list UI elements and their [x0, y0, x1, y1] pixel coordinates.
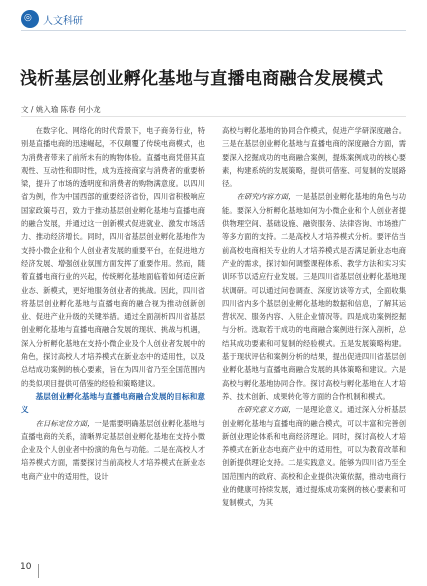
paragraph: [21, 417, 205, 483]
paragraph-keyword: 在研究意义方面，: [236, 405, 296, 415]
left-column: [21, 124, 205, 483]
paragraph-text: 一是理论意义。通过深入分析基层创业孵化基地与直播电商的融合模式，可以丰富和完善创新创业理论体系和电商经济理论。同时，探讨高校人才培养模式在新业态电商产业中的适用性，可以为教育改革和创新提供理论支持。二是实践意义。能够为四川省乃至全国范围内的政府、高校和企业提供决策依据，推动电商行业的健康可持续发展，通过提炼成功案例的核心要素和可复制模式，为其: [222, 405, 407, 508]
byline-divider: [21, 116, 406, 117]
journal-logo-icon: ◎: [21, 10, 39, 28]
paragraph-text: 一是需要明确基层创业孵化基地与直播电商的关系，清晰界定基层创业孵化基地在支持小微企业及个人创业者中扮演的角色与功能。二是在高校人才培养模式方面，需要探讨当前高校人才培养模式在新业态电商产业中的适用性，设计: [21, 418, 206, 481]
article-title: 浅析基层创业孵化基地与直播电商融合发展模式: [20, 69, 384, 89]
header-divider: [21, 30, 406, 31]
section-heading: 基层创业孵化基地与直播电商融合发展的目标和意义: [21, 391, 205, 415]
right-column: [222, 124, 406, 510]
header: [21, 8, 171, 32]
page-number: 10: [20, 562, 32, 572]
paragraph-keyword: 在目标定位方面，: [35, 418, 95, 428]
article-byline: 文 / 姚入瑜 陈春 何小龙: [21, 105, 101, 114]
paragraph: 在数字化、网络化的时代背景下，电子商务行业，特别是直播电商的迅速崛起，不仅颠覆了传统电商模式，也为消费者带来了前所未有的购物体验。直播电商凭借其直观性、互动性和即时性，成为连接商家与消费者的重要桥梁，提升了市场的透明度和消费者的购物满意度。以四川省为例，作为中国西部的重要经济省份，四川省积极响应国家政策号召，致力于推动基层创业孵化基地与直播电商的融合发展，并通过这一创新模式促进就业、激发市场活力、推动经济增长。同时，四川省基层创业孵化基地作为支持小微企业和个人创业者发展的重要平台，在促进地方经济发展、增强创业氛围方面发挥了重要作用。然而，随着直播电商行业的兴起，传统孵化基地面临着如何适应新业态、新模式，更好地服务创业者的挑战。因此，四川省将基层创业孵化基地与直播电商的融合视为推动创新创业、促进产业升级的关键举措。通过全面剖析四川省基层创业孵化基地与直播电商融合发展的现状、挑战与机遇，深入分析孵化基地在支持小微企业及个人创业者发展中的角色，探讨高校人才培养模式在新业态中的适用性，以及总结成功案例的核心要素，旨在为四川省乃至全国范围内的类似项目提供可借鉴的经验和策略建议。: [21, 126, 205, 388]
paragraph: [222, 403, 406, 509]
paragraph: 高校与孵化基地的协同合作模式，促进产学研深度融合。三是在基层创业孵化基地与直播电商的深度融合方面，需要深入挖掘成功的电商融合案例，提炼案例成功的核心要素，构建系统的发展策略，提供可借鉴、可复制的发展路径。: [222, 126, 406, 189]
paragraph: [222, 190, 406, 403]
paragraph-keyword: 在研究内容方面，: [236, 192, 296, 202]
column-label: 人文科研: [43, 16, 83, 27]
page-number-divider: [38, 564, 39, 578]
paragraph-text: 一是基层创业孵化基地的角色与功能。要深入分析孵化基地如何为小微企业和个人创业者提供物理空间、基础设施、融资服务、法律咨询、市场推广等多方面的支持。二是高校人才培养模式分析。要评估当前高校电商相关专业的人才培养模式是否满足新业态电商产业的需求，探讨如何调整课程体系、教学方法和实习实训环节以适应行业发展。三是四川省基层创业孵化基地现状调研。可以通过问卷调查、深度访谈等方式，全面收集四川省内多个基层创业孵化基地的数据和信息，了解其运营状况、服务内容、入驻企业情况等。四是成功案例挖掘与分析。选取若干成功的电商融合案例进行深入剖析，总结其成功要素和可复制的经验模式。五是发展策略构建。基于现状评估和案例分析的结果，提出促进四川省基层创业孵化基地与直播电商融合发展的具体策略和建议。六是高校与孵化基地协同合作。探讨高校与孵化基地在人才培养、技术创新、成果转化等方面的合作机制和模式。: [222, 192, 407, 401]
